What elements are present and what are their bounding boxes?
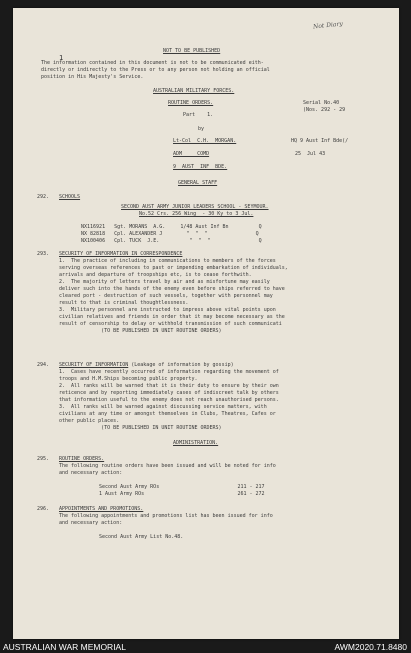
order-295-ref: 1 Aust Army ROs 261 - 272 [99, 491, 265, 497]
intro-line-2: directly or indirectly to the Press or to any person not holding an official [41, 67, 270, 73]
order-293-line: arrivals and departure of troopships etc, is to cease forthwith. [59, 272, 252, 278]
hq-label: HQ 9 Aust Inf Bde(/ [291, 138, 349, 144]
handwritten-note: Not Diary [312, 20, 344, 31]
order-294-line: troops and H.M.Ships becoming public property. [59, 376, 198, 382]
order-296-ref: Second Aust Army List No.48. [99, 534, 184, 540]
order-294-line: that information useful to the enemy does not reach unauthorised persons. [59, 397, 279, 403]
brigade-name: 9 AUST INF BDE. [173, 164, 228, 170]
order-294-publish-note: (TO BE PUBLISHED IN UNIT ROUTINE ORDERS) [59, 425, 222, 431]
order-294-title-line [59, 362, 234, 369]
adm-comd: ADM COMD [173, 151, 210, 157]
serial-number: Serial No.40 [303, 100, 340, 106]
order-293-line: result of censorship to delay or withhold transmission of such communicati [59, 321, 282, 327]
general-staff-heading: GENERAL STAFF [178, 180, 218, 186]
order-295-number: 295. [37, 456, 50, 462]
order-295-line: The following routine orders have been issued and will be noted for info [59, 463, 276, 469]
intro-line-1: The information contained in this document is not to be communicated eith- [41, 60, 264, 66]
order-293-number: 293. [37, 251, 50, 257]
restriction-heading: NOT TO BE PUBLISHED [163, 48, 221, 54]
course-detail: No.52 Crs. 256 Wing - 30 Ky to 3 Jul. [139, 211, 254, 217]
footer-institution: AUSTRALIAN WAR MEMORIAL [3, 642, 126, 652]
order-295-ref: Second Aust Army ROs 211 - 217 [99, 484, 265, 490]
order-292-number: 292. [37, 194, 50, 200]
order-293-line: 3. Military personnel are instructed to impress above vital points upon [59, 307, 276, 313]
order-293-line: cleared port - destruction of such vessels, together with personnel may [59, 293, 273, 299]
order-296-line: and necessary action: [59, 520, 123, 526]
order-293-publish-note: (TO BE PUBLISHED IN UNIT ROUTINE ORDERS) [59, 328, 222, 334]
order-296-number: 296. [37, 506, 50, 512]
order-294-subtitle: (Leakage of information by gossip) [128, 362, 234, 368]
by-label: by [198, 126, 205, 132]
intro-line-3: position in His Majesty's Service. [41, 74, 144, 80]
order-294-line: 1. Cases have recently occurred of information regarding the movement of [59, 369, 279, 375]
order-293-line: serving overseas references to past or impending embarkation of individuals, [59, 265, 288, 271]
order-date: 25 Jul 43 [295, 151, 326, 157]
order-293-line: 2. The majority of letters travel by air and as misfortune may easily [59, 279, 270, 285]
part-label: Part 1. [183, 112, 214, 118]
order-294-title: SECURITY OF INFORMATION [59, 362, 129, 368]
administration-heading: ADMINISTRATION. [173, 440, 219, 446]
order-293-line: civilian relatives and friends in order that it may become necessary as the [59, 314, 285, 320]
order-range: (Nos. 292 - 29 [303, 107, 346, 113]
order-294-number: 294. [37, 362, 50, 368]
document-page [13, 8, 399, 639]
order-294-line: 2. All ranks will be warned that it is their duty to ensure by their own [59, 383, 279, 389]
order-293-line: deliver such into the hands of the enemy even before ships referred to have [59, 286, 285, 292]
footer-catalogue-id: AWM2020.71.8480 [334, 642, 407, 652]
order-296-line: The following appointments and promotions list has been issued for info [59, 513, 273, 519]
officer-name: Lt-Col C.H. MORGAN. [173, 138, 237, 144]
order-295-title: ROUTINE ORDERS. [59, 456, 105, 462]
table-row: NX100406 Cpl. TUCK J.E. " " " Q [81, 238, 262, 244]
orders-title: ROUTINE ORDERS. [168, 100, 214, 106]
table-row: NX116921 Sgt. MORANS A.G. 1/48 Aust Inf Bn Q [81, 224, 262, 230]
page-mark: 1 [59, 54, 64, 62]
order-293-line: 1. The practice of including in communications to members of the forces [59, 258, 276, 264]
order-292-title: SCHOOLS [59, 194, 81, 200]
order-294-line: 3. All ranks will be warned against discussing service matters, with [59, 404, 267, 410]
order-294-line: other public places. [59, 418, 120, 424]
order-295-line: and necessary action: [59, 470, 123, 476]
order-294-line: reticence and by reporting immediately cases of indiscreet talk by others [59, 390, 279, 396]
archive-footer [0, 641, 411, 653]
order-293-title: SECURITY OF INFORMATION IN CORRESPONDENCE [59, 251, 183, 257]
order-293-line: result to that is criminal thoughtlessness. [59, 300, 189, 306]
force-title: AUSTRALIAN MILITARY FORCES. [153, 88, 235, 94]
course-name: SECOND AUST ARMY JUNIOR LEADERS SCHOOL - SEYMOUR. [121, 204, 269, 210]
table-row: NX 82818 Cpl. ALEXANDER J " " " Q [81, 231, 259, 237]
order-294-line: civilians at any time or amongst themselves in Clubs, Theatres, Cafes or [59, 411, 276, 417]
order-296-title: APPOINTMENTS AND PROMOTIONS. [59, 506, 144, 512]
